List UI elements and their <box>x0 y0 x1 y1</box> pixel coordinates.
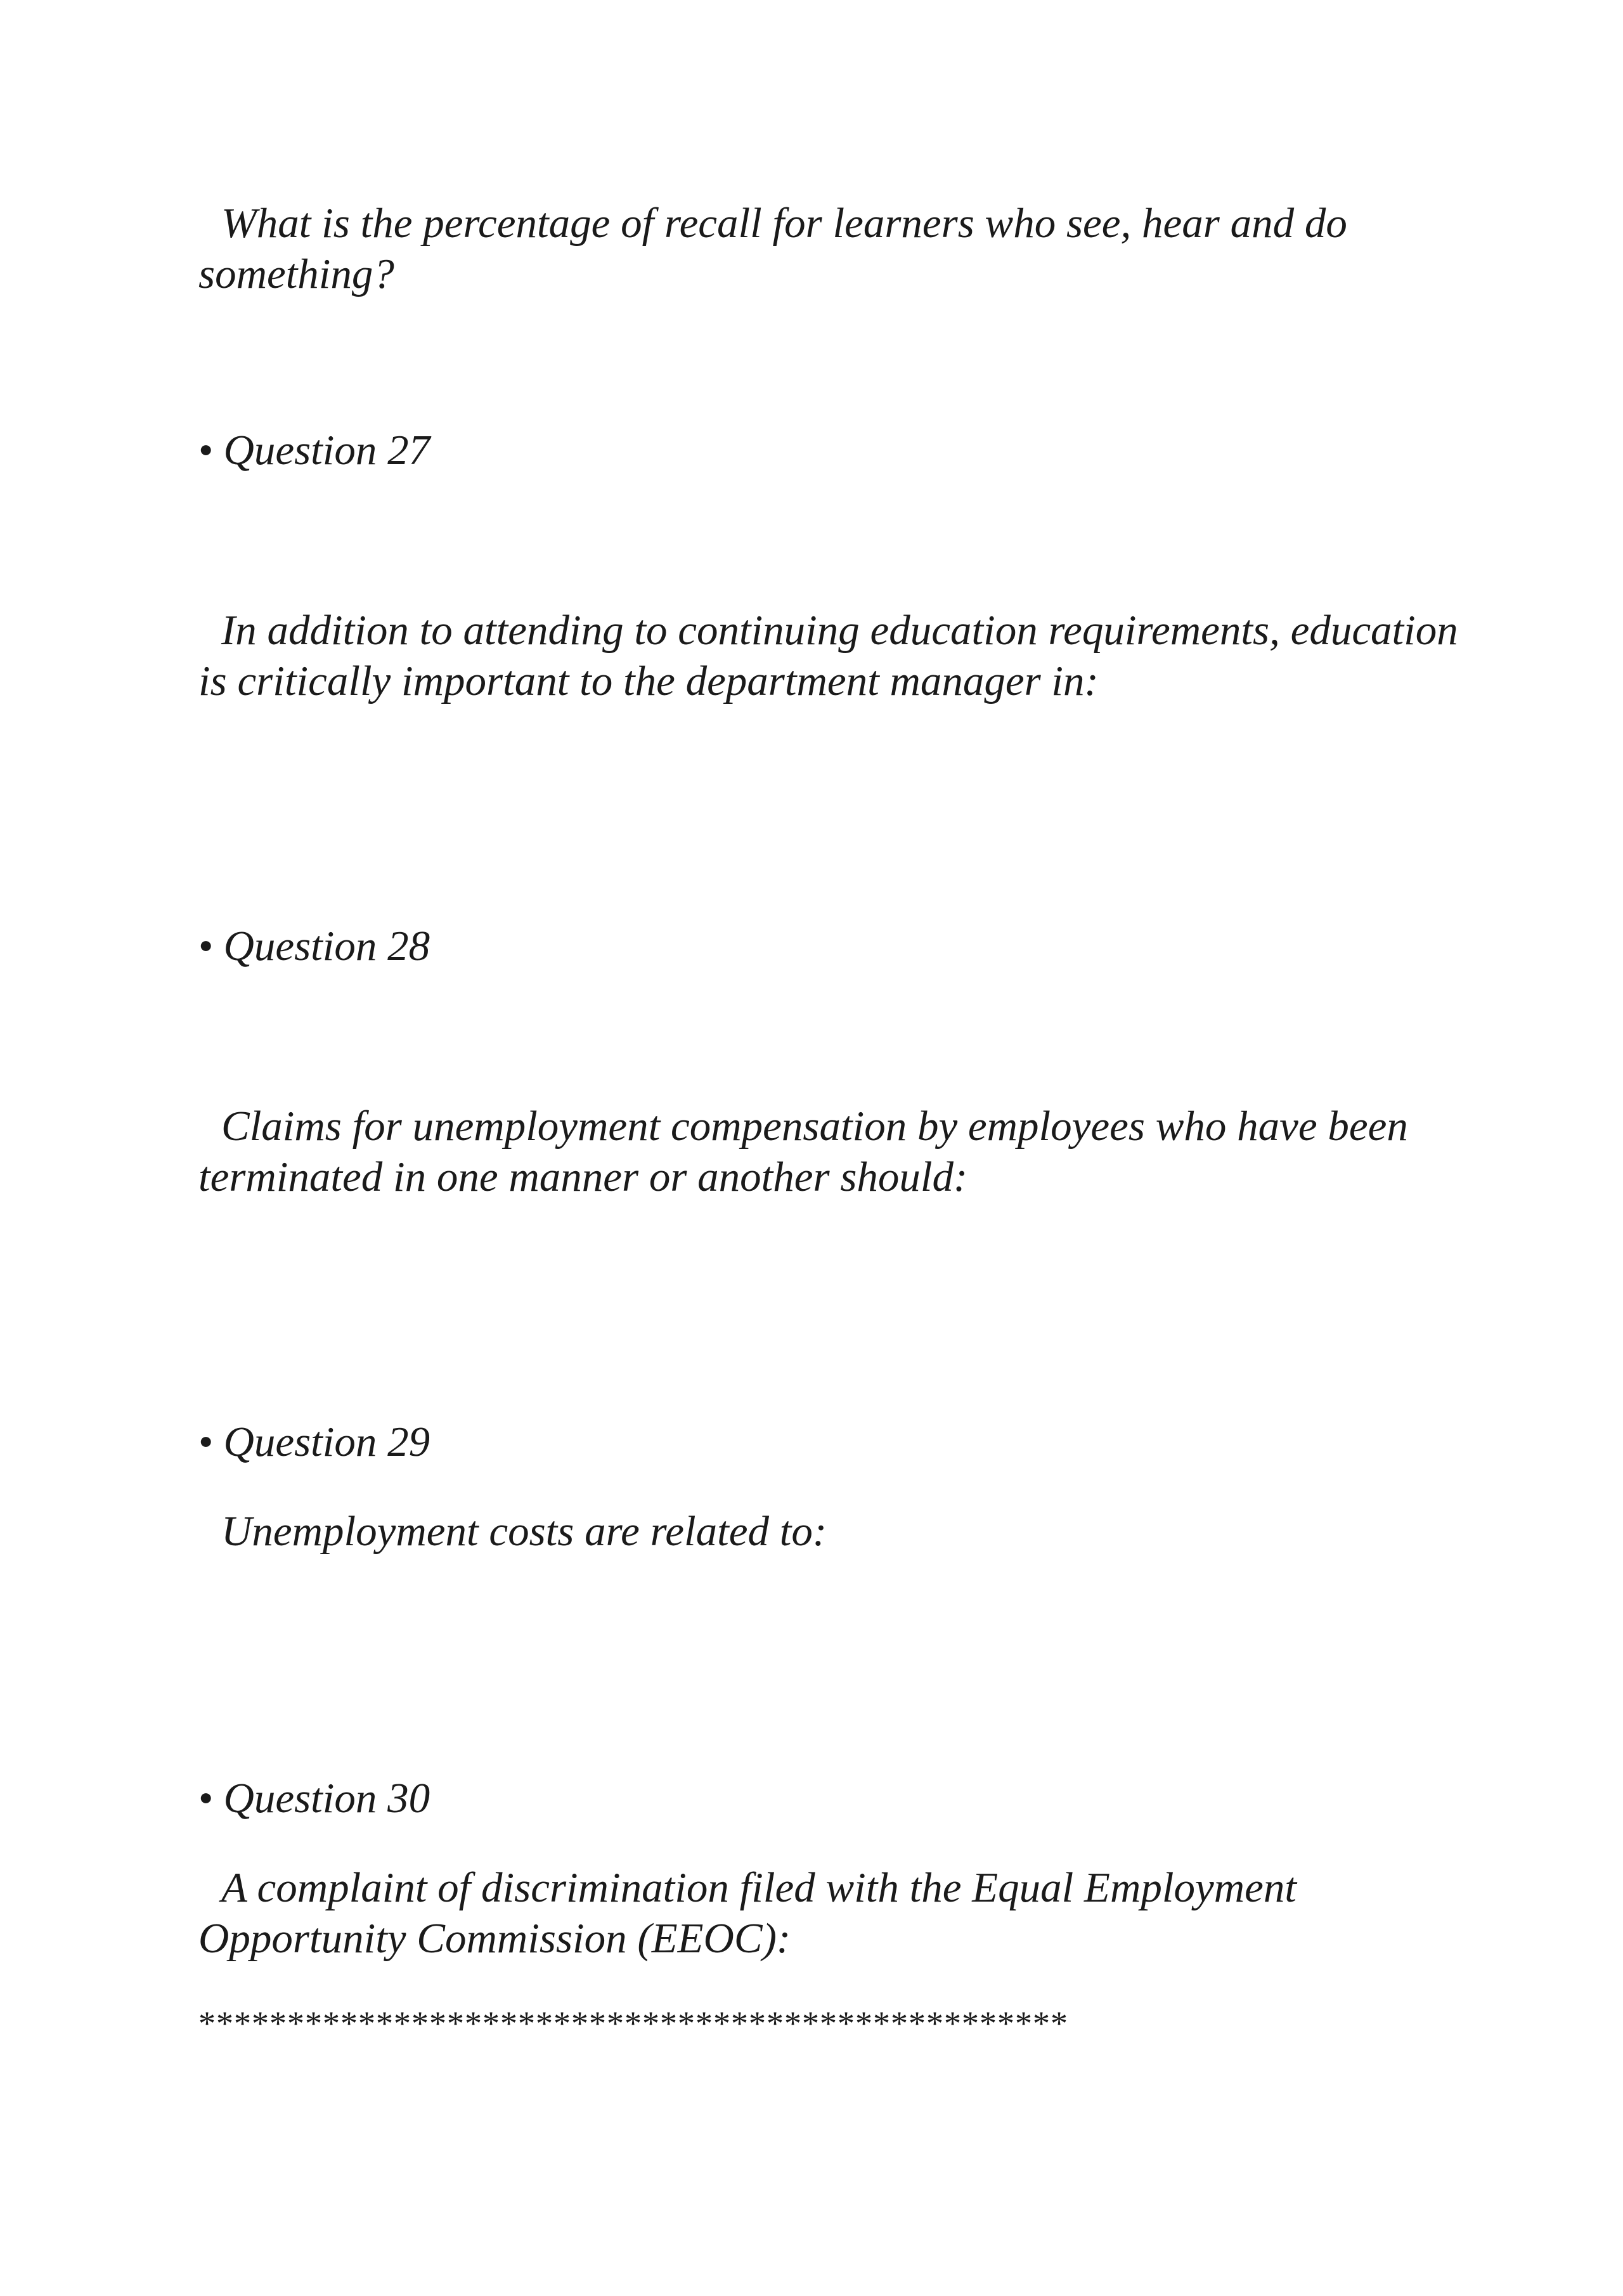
question-30-text: A complaint of discrimination filed with the Equal Employment Opportunity Commission (EEOC): <box>198 1864 1296 1962</box>
question-28-heading <box>198 921 1466 971</box>
bullet-icon: • <box>198 427 214 474</box>
question-30-label: Question 30 <box>223 1775 430 1822</box>
question-27-text: In addition to attending to continuing education requirements, education is critically important to the department manager in: <box>198 607 1458 704</box>
bullet-icon: • <box>198 1418 214 1465</box>
question-29-label: Question 29 <box>223 1418 430 1465</box>
bullet-icon: • <box>198 1775 214 1822</box>
question-29-text: Unemployment costs are related to: <box>221 1508 827 1555</box>
bullet-icon: • <box>198 923 214 970</box>
question-30-heading <box>198 1773 1466 1824</box>
separator-line: ************************************************* <box>198 2004 1068 2042</box>
question-26-text: What is the percentage of recall for learners who see, hear and do something? <box>198 200 1347 297</box>
question-29-heading <box>198 1417 1466 1467</box>
question-28-text: Claims for unemployment compensation by employees who have been terminated in one manner or another should: <box>198 1103 1408 1200</box>
question-27-heading <box>198 425 1466 476</box>
question-28-label: Question 28 <box>223 923 430 970</box>
question-27-label: Question 27 <box>223 427 430 474</box>
